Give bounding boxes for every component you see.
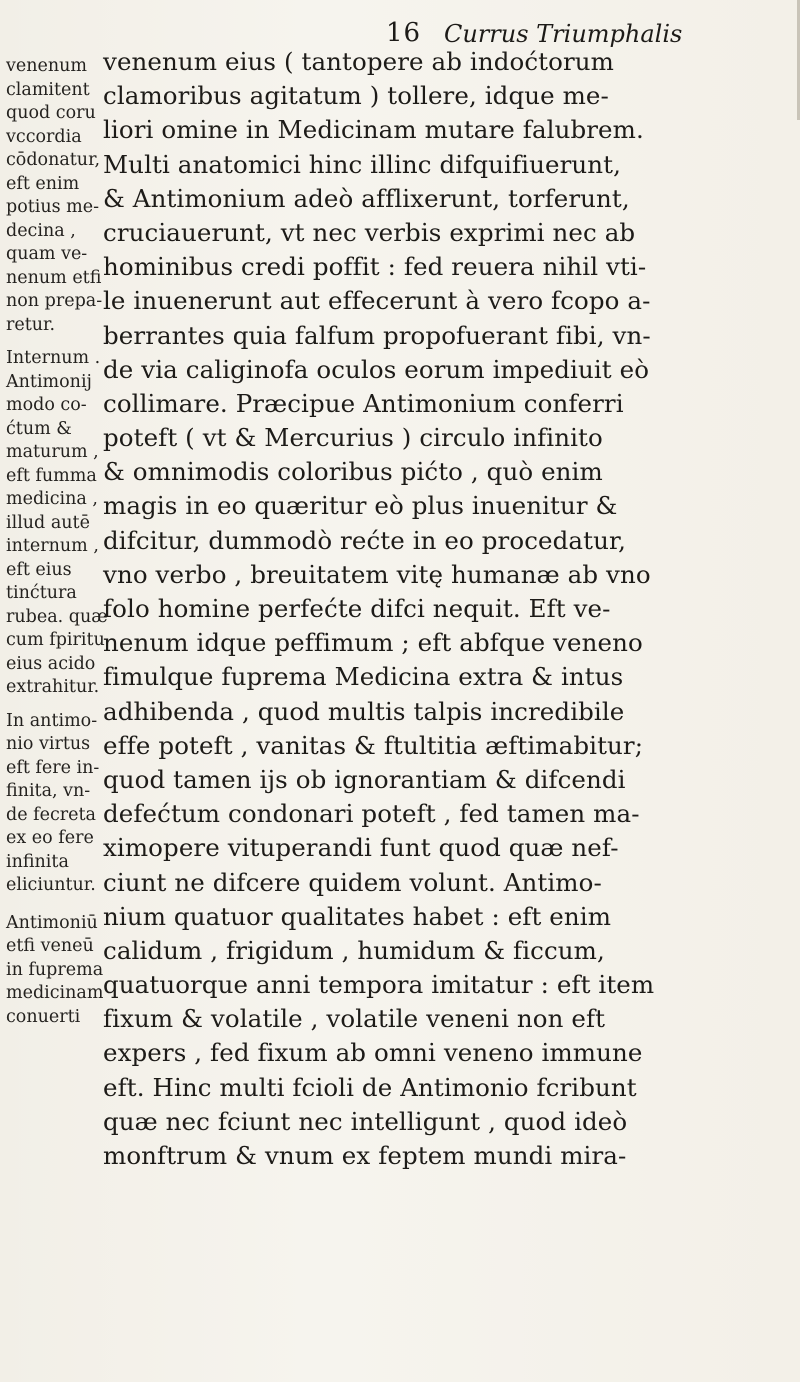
text-line: quatuorque anni tempora imitatur : eft item: [103, 970, 655, 1000]
text-line: effe poteft , vanitas & ftultitia æftimabitur;: [103, 730, 644, 760]
text-line: adhibenda , quod multis talpis incredibile: [103, 696, 625, 726]
text-line: & Antimonium adeò afflixerunt, torferunt,: [103, 183, 630, 213]
text-line: de via caliginofa oculos eorum impediuit eò: [103, 354, 650, 384]
text-line: quæ nec fciunt nec intelligunt , quod ideò: [103, 1106, 628, 1136]
margin-note: venenum clamitent quod coru vccordia cōdonatur, eft enim potius me- decina , quam ve- nenum etfi non prepa- retur.: [6, 56, 103, 335]
text-line: vno verbo , breuitatem vitę humanæ ab vno: [103, 559, 651, 589]
main-text: [103, 45, 793, 1173]
text-line: fixum & volatile , volatile veneni non eft: [103, 1004, 606, 1034]
text-line: hominibus credi poffit : fed reuera nihil vti-: [103, 252, 647, 282]
margin-note: Internum . Antimonij modo co- ćtum & maturum , eft fumma medicina , illud autē internum , eft eius tinćtura rubea. quæ cum fpiritu eius acido extrahitur.: [6, 348, 108, 697]
running-title: Currus Triumphalis: [444, 20, 683, 48]
margin-note: Antimoniū etfi veneū in fuprema medicinam conuerti: [6, 912, 104, 1027]
text-line: ciunt ne difcere quidem volunt. Antimo-: [103, 867, 602, 897]
text-line: magis in eo quæritur eò plus inuenitur &: [103, 491, 618, 521]
margin-notes: [6, 55, 108, 1039]
text-line: nium quatuor qualitates habet : eft enim: [103, 901, 612, 931]
text-line: calidum , frigidum , humidum & ficcum,: [103, 935, 605, 965]
text-line: Multi anatomici hinc illinc difquifiuerunt,: [103, 149, 621, 179]
text-line: monftrum & vnum ex feptem mundi mira-: [103, 1141, 627, 1170]
text-line: poteft ( vt & Mercurius ) circulo infinito: [103, 423, 603, 453]
text-line: eft. Hinc multi fcioli de Antimonio fcribunt: [103, 1072, 637, 1102]
text-line: venenum eius ( tantopere ab indoćtorum: [103, 47, 614, 76]
text-line: clamoribus agitatum ) tollere, idque me-: [103, 81, 609, 111]
text-line: difcitur, dummodò rećte in eo procedatur,: [103, 525, 626, 555]
text-line: ximopere vituperandi funt quod quæ nef-: [103, 833, 619, 863]
page-number: 16: [386, 18, 422, 48]
text-line: expers , fed fixum ab omni veneno immune: [103, 1038, 643, 1068]
text-line: quod tamen ijs ob ignorantiam & difcendi: [103, 764, 626, 794]
text-line: fimulque fuprema Medicina extra & intus: [103, 662, 624, 692]
text-line: cruciauerunt, vt nec verbis exprimi nec ab: [103, 217, 636, 247]
text-line: collimare. Præcipue Antimonium conferri: [103, 388, 624, 418]
text-line: liori omine in Medicinam mutare falubrem.: [103, 115, 644, 145]
text-line: nenum idque peffimum ; eft abfque veneno: [103, 628, 643, 658]
text-line: defećtum condonari poteft , fed tamen ma-: [103, 799, 640, 829]
text-line: folo homine perfećte difci nequit. Eft ve-: [103, 594, 611, 623]
margin-note: In antimo- nio virtus eft fere in- finita, vn- de fecreta ex eo fere infinita eliciuntur.: [6, 710, 100, 895]
text-line: & omnimodis coloribus pićto , quò enim: [103, 457, 603, 487]
text-line: le inuenerunt aut effecerunt à vero fcopo a-: [103, 286, 651, 316]
text-line: berrantes quia falfum propofuerant fibi, vn-: [103, 320, 651, 350]
